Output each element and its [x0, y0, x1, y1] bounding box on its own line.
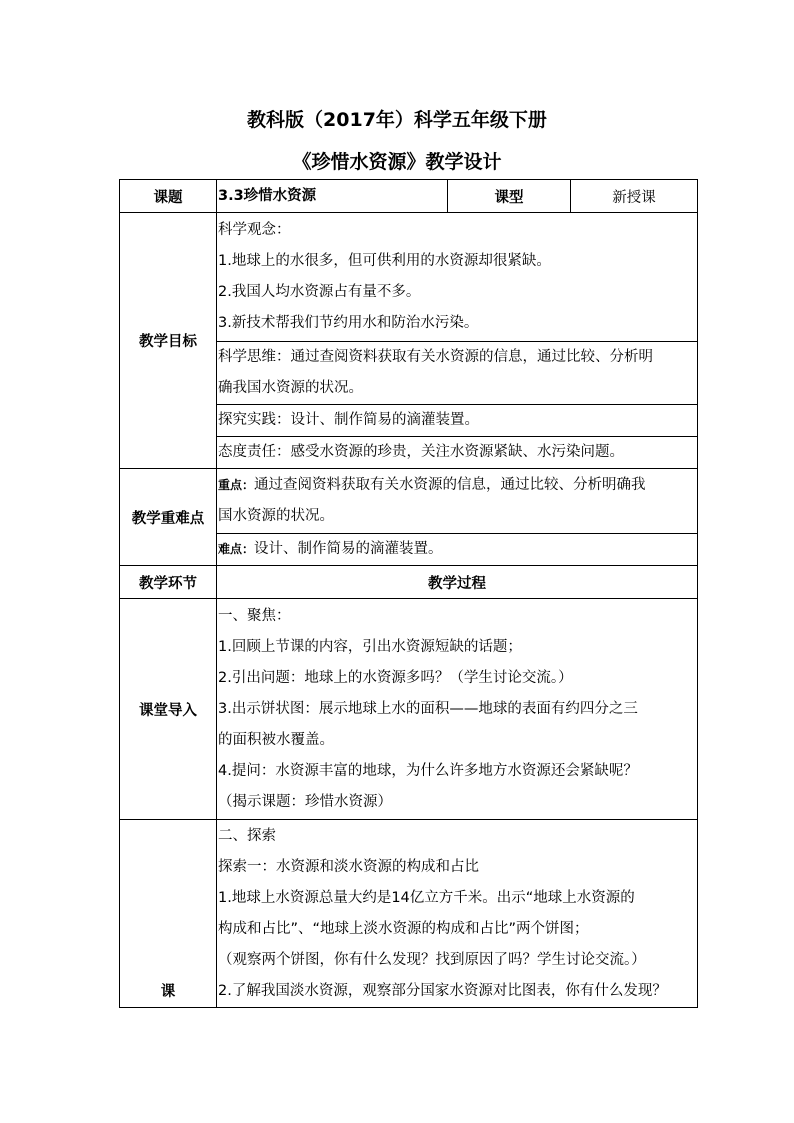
intro-line-6: 4.提问：水资源丰富的地球，为什么许多地方水资源还会紧缺呢？ [218, 762, 638, 779]
science-thinking-cell [217, 342, 698, 405]
difficulty-prefix: 难点： [218, 542, 255, 556]
inquiry-practice-cell: 探究实践：设计、制作简易的滴灌装置。 [217, 405, 698, 437]
intro-line-4: 3.出示饼状图：展示地球上水的面积——地球的表面有约四分之三 [218, 700, 638, 717]
intro-line-7: （揭示课题：珍惜水资源） [218, 793, 392, 810]
explore-content [217, 820, 698, 1008]
science-concept-heading: 科学观念： [218, 222, 291, 238]
explore-line-6: 2.了解我国淡水资源，观察部分国家水资源对比图表，你有什么发现？ [218, 982, 667, 999]
attitude-cell: 态度责任：感受水资源的珍贵，关注水资源紧缺、水污染问题。 [217, 437, 698, 469]
difficulty-text: 设计、制作简易的滴灌装置。 [254, 541, 443, 557]
intro-line-2: 1.回顾上节课的内容，引出水资源短缺的话题； [218, 638, 522, 655]
row-objectives-concept [120, 213, 698, 342]
key-point-line-1 [218, 470, 696, 501]
key-point-prefix: 重点： [218, 478, 255, 492]
key-point-text-1: 通过查阅资料获取有关水资源的信息，通过比较、分析明确我 [254, 477, 646, 493]
explore-line-1: 二、探索 [218, 827, 276, 844]
label-teaching-stage: 教学环节 [120, 566, 217, 599]
intro-line-3: 2.引出问题：地球上的水资源多吗？（学生讨论交流。） [218, 669, 573, 686]
row-process-header [120, 566, 698, 599]
intro-line-5: 的面积被水覆盖。 [218, 731, 334, 748]
intro-line-1: 一、聚焦： [218, 607, 291, 624]
label-topic: 课题 [120, 180, 217, 213]
document-subtitle: 《珍惜水资源》教学设计 [292, 151, 502, 173]
label-key-difficult: 教学重难点 [120, 469, 217, 566]
science-concept-item-2: 2.我国人均水资源占有量不多。 [218, 284, 421, 300]
intro-content [217, 599, 698, 820]
row-intro [120, 599, 698, 820]
difficulty-cell [217, 534, 698, 566]
course-type-value: 新授课 [571, 180, 698, 213]
science-thinking-line-1: 科学思维：通过查阅资料获取有关水资源的信息，通过比较、分析明 [218, 349, 653, 365]
label-course-type: 课型 [448, 180, 571, 213]
explore-line-2: 探索一：水资源和淡水资源的构成和占比 [218, 858, 479, 875]
label-objectives: 教学目标 [120, 213, 217, 469]
label-class-intro: 课堂导入 [120, 599, 217, 820]
key-point-line-2: 国水资源的状况。 [218, 508, 334, 524]
science-concept-item-3: 3.新技术帮我们节约用水和防治水污染。 [218, 315, 479, 331]
explore-line-3: 1.地球上水资源总量大约是14亿立方千米。出示“地球上水资源的 [218, 889, 635, 906]
topic-value: 3.3珍惜水资源 [217, 180, 448, 213]
explore-line-4: 构成和占比”、“地球上淡水资源的构成和占比”两个饼图； [218, 920, 589, 937]
explore-line-5: （观察两个饼图，你有什么发现？找到原因了吗？学生讨论交流。） [218, 951, 646, 968]
row-explore [120, 820, 698, 1008]
science-concept-cell [217, 213, 698, 342]
lesson-plan-table [119, 179, 698, 1008]
label-class-partial: 课 [120, 820, 217, 1008]
science-concept-item-1: 1.地球上的水很多，但可供利用的水资源却很紧缺。 [218, 253, 551, 269]
label-teaching-process: 教学过程 [217, 566, 698, 599]
row-key-points [120, 469, 698, 534]
document-title: 教科版（2017年）科学五年级下册 [247, 109, 547, 131]
row-topic [120, 180, 698, 213]
key-point-cell [217, 469, 698, 534]
science-thinking-line-2: 确我国水资源的状况。 [218, 380, 363, 396]
